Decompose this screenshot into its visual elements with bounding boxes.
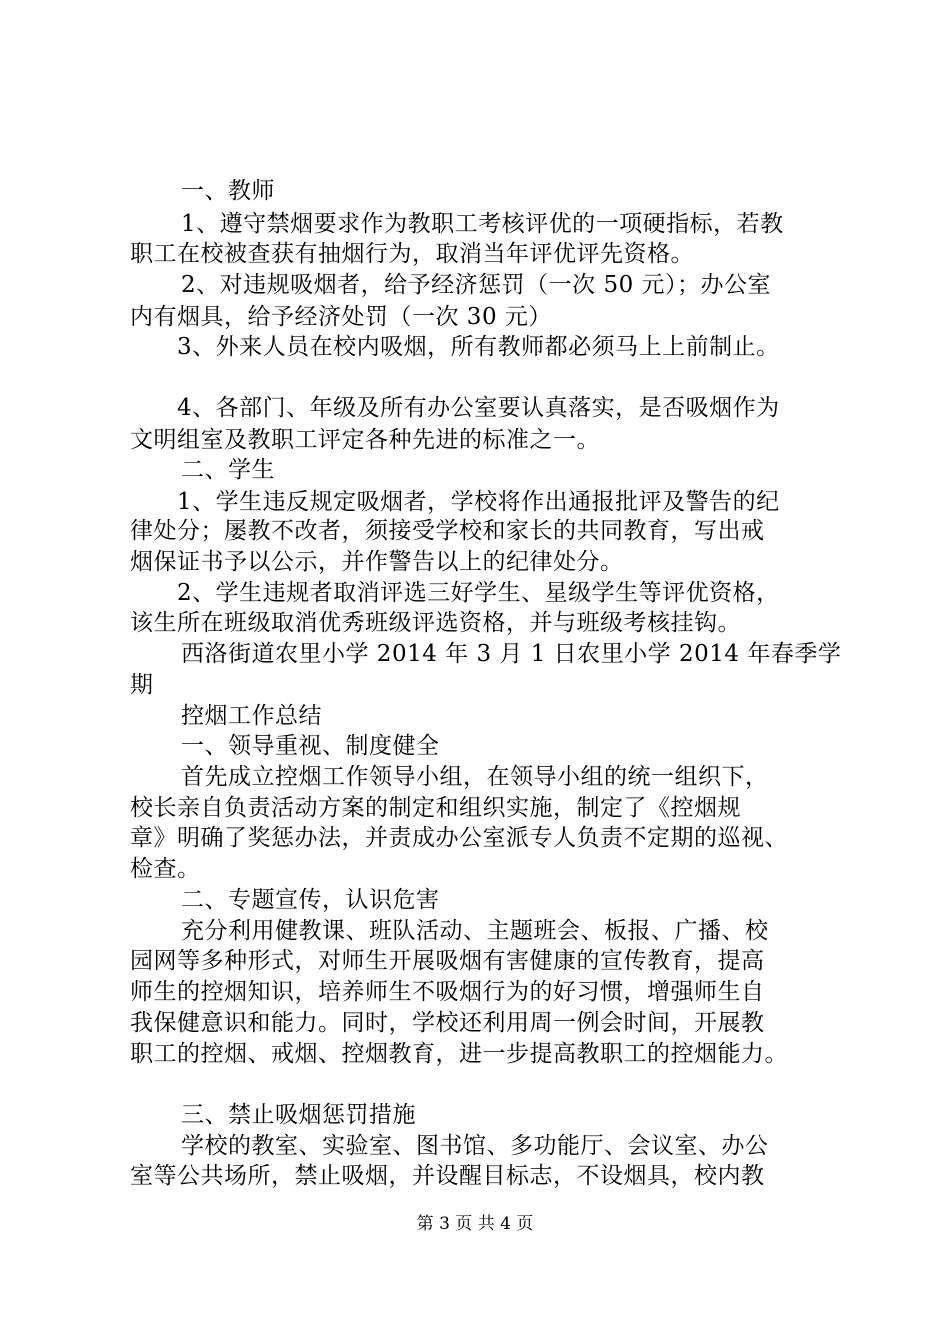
paragraph-line: 充分利用健教课、班队活动、主题班会、板报、广播、校	[181, 918, 769, 944]
paragraph-line: 2、对违规吸烟者，给予经济惩罚（一次 50 元）；办公室	[181, 272, 772, 298]
paragraph-line: 3、外来人员在校内吸烟，所有教师都必须马上上前制止。	[177, 334, 780, 360]
summary-title: 控烟工作总结	[181, 703, 322, 729]
paragraph-line: 园网等多种形式，对师生开展吸烟有害健康的宣传教育，提高	[130, 948, 765, 974]
paragraph-line: 首先成立控烟工作领导小组，在领导小组的统一组织下，	[181, 764, 769, 790]
paragraph-line: 职工在校被查获有抽烟行为，取消当年评优评先资格。	[130, 241, 694, 267]
paragraph-line: 1、学生违反规定吸烟者，学校将作出通报批评及警告的纪	[177, 489, 780, 515]
paragraph-line: 章》明确了奖惩办法，并责成办公室派专人负责不定期的巡视、	[130, 825, 788, 851]
signature-line: 西洛街道农里小学 2014 年 3 月 1 日农里小学 2014 年春季学	[181, 641, 842, 667]
paragraph-line: 室等公共场所，禁止吸烟，并设醒目标志，不设烟具，校内教	[130, 1163, 765, 1189]
page-number-footer: 第 3 页 共 4 页	[416, 1214, 534, 1234]
paragraph-line: 文明组室及教职工评定各种先进的标准之一。	[130, 427, 600, 453]
paragraph-line: 检查。	[130, 856, 201, 882]
paragraph-line: 烟保证书予以公示，并作警告以上的纪律处分。	[130, 549, 624, 575]
paragraph-line: 1、遵守禁烟要求作为教职工考核评优的一项硬指标，若教	[181, 211, 784, 237]
heading-publicity: 二、专题宣传，认识危害	[181, 887, 440, 913]
paragraph-line: 律处分；屡教不改者，须接受学校和家长的共同教育，写出戒	[130, 518, 765, 544]
heading-students: 二、学生	[181, 457, 275, 483]
paragraph-line: 4、各部门、年级及所有办公室要认真落实，是否吸烟作为	[177, 395, 780, 421]
paragraph-line: 我保健意识和能力。同时，学校还利用周一例会时间，开展教	[130, 1010, 765, 1036]
paragraph-line: 期	[130, 672, 154, 698]
heading-leadership: 一、领导重视、制度健全	[181, 733, 440, 759]
heading-teachers: 一、教师	[181, 178, 275, 204]
paragraph-line: 2、学生违规者取消评选三好学生、星级学生等评优资格，	[177, 580, 780, 606]
paragraph-line: 师生的控烟知识，培养师生不吸烟行为的好习惯，增强师生自	[130, 979, 765, 1005]
paragraph-line: 职工的控烟、戒烟、控烟教育，进一步提高教职工的控烟能力。	[130, 1041, 788, 1067]
paragraph-line: 学校的教室、实验室、图书馆、多功能厅、会议室、办公	[181, 1133, 769, 1159]
paragraph-line: 校长亲自负责活动方案的制定和组织实施，制定了《控烟规	[130, 795, 741, 821]
heading-penalties: 三、禁止吸烟惩罚措施	[181, 1102, 416, 1128]
paragraph-line: 内有烟具，给予经济处罚（一次 30 元）	[130, 304, 552, 330]
paragraph-line: 该生所在班级取消优秀班级评选资格，并与班级考核挂钩。	[130, 610, 741, 636]
